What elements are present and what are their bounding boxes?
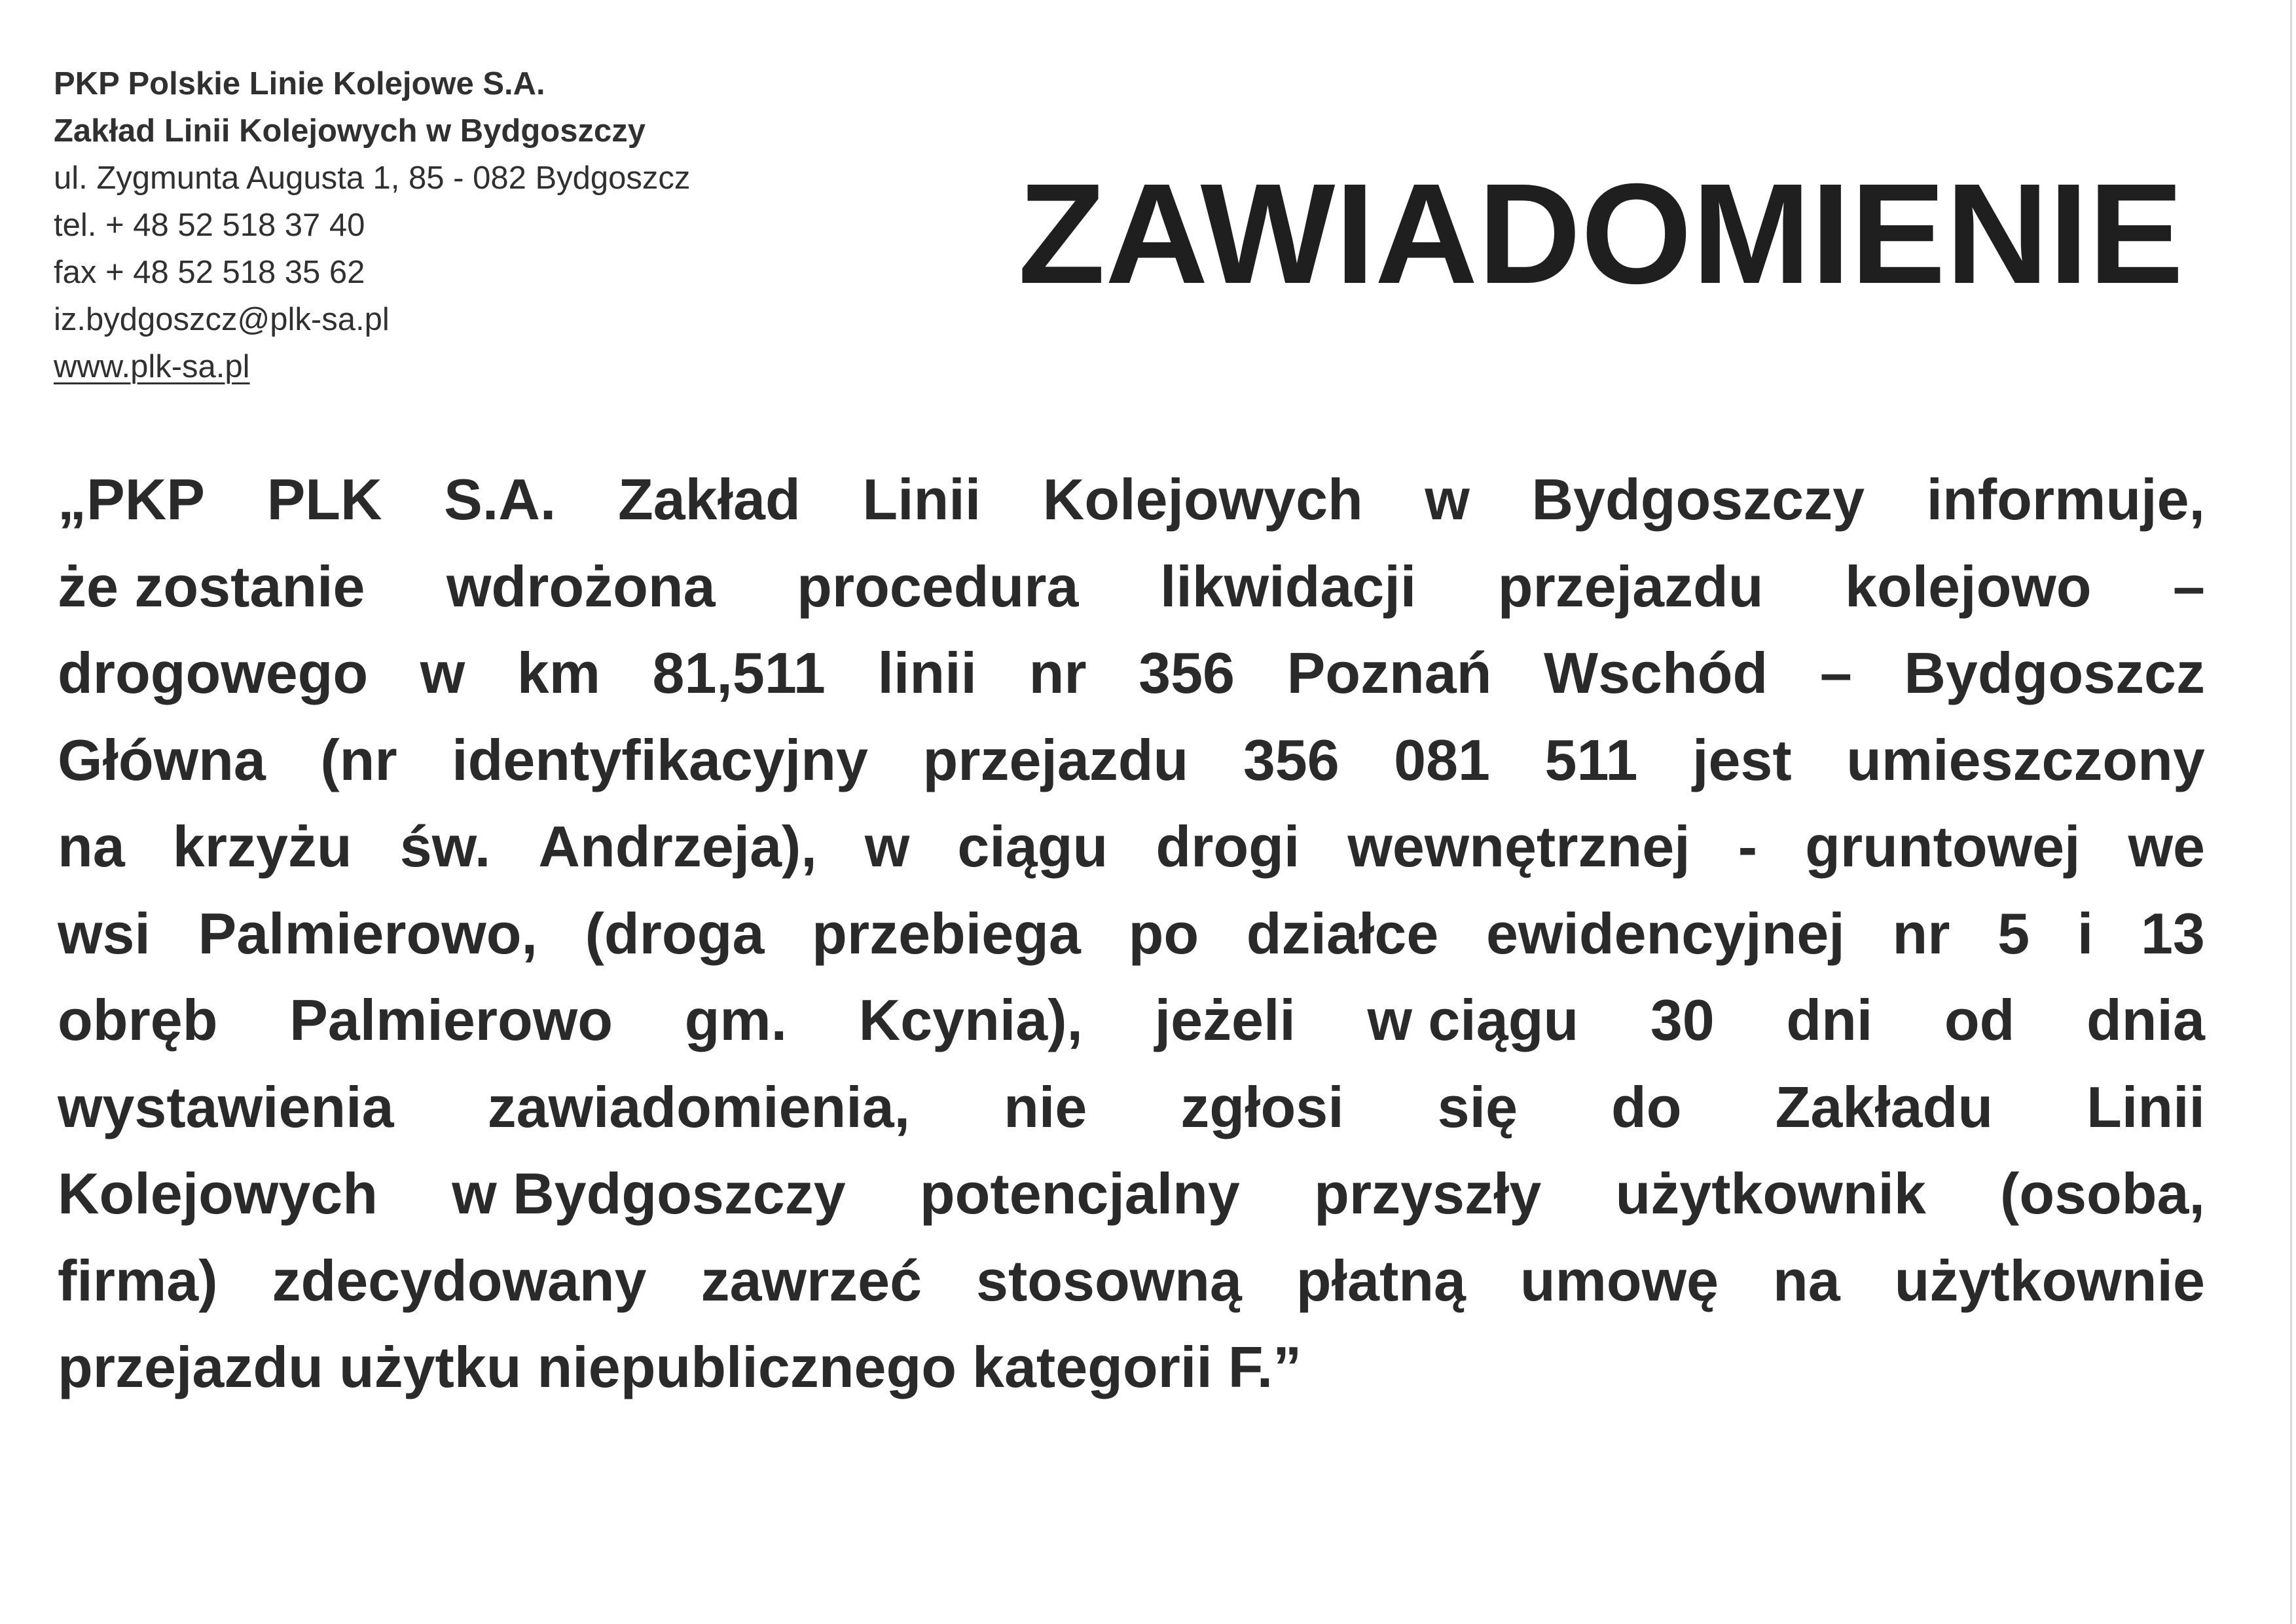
body-line	[58, 1064, 2205, 1151]
body-word: drogowego	[58, 640, 369, 705]
body-word: od	[1944, 987, 2015, 1052]
body-word: Zakładu	[1775, 1074, 1994, 1139]
body-line	[58, 1324, 2205, 1411]
body-word: dnia	[2086, 987, 2205, 1052]
body-word: Palmierowo,	[198, 900, 538, 966]
body-word: (droga	[585, 900, 765, 966]
sender-phone: tel. + 48 52 518 37 40	[54, 208, 365, 243]
body-word: jeżeli	[1154, 987, 1296, 1052]
body-word: km	[517, 640, 600, 705]
body-word: 30	[1650, 987, 1715, 1052]
body-word: św.	[399, 814, 491, 879]
body-word: się	[1437, 1074, 1518, 1139]
body-line	[58, 630, 2205, 717]
body-word: w	[864, 814, 910, 879]
body-word: ewidencyjnej	[1485, 900, 1845, 966]
body-line	[58, 717, 2205, 804]
body-word: Kolejowych	[1042, 467, 1363, 532]
body-word: potencjalny	[919, 1161, 1240, 1226]
body-word: we	[2128, 814, 2205, 879]
body-word: że zostanie	[58, 553, 365, 619]
body-word: „PKP	[58, 467, 205, 532]
sender-fax: fax + 48 52 518 35 62	[54, 255, 365, 290]
body-word: umowę	[1520, 1247, 1719, 1313]
body-word: firma)	[58, 1247, 218, 1313]
body-line	[58, 977, 2205, 1064]
body-word: 13	[2140, 900, 2205, 966]
body-word: drogi	[1156, 814, 1300, 879]
body-word: Główna	[58, 727, 266, 792]
body-word: Linii	[862, 467, 981, 532]
body-word: po	[1128, 900, 1199, 966]
body-word: użytkownie	[1894, 1247, 2205, 1313]
notice-title: ZAWIADOMIENIE	[1018, 155, 2184, 314]
body-word: 356	[1139, 640, 1235, 705]
body-word: wewnętrznej	[1347, 814, 1690, 879]
body-word: przyszły	[1314, 1161, 1542, 1226]
body-word: przejazdu	[922, 727, 1189, 792]
body-word: Andrzeja),	[538, 814, 817, 879]
body-word: (nr	[320, 727, 397, 792]
body-word: -	[1738, 814, 1757, 879]
body-word: zawiadomienia,	[487, 1074, 911, 1139]
body-line	[58, 891, 2205, 978]
body-word: nr	[1892, 900, 1950, 966]
body-word: kategorii	[972, 1335, 1212, 1399]
body-word: F.”	[1228, 1335, 1302, 1399]
body-line	[58, 456, 2205, 544]
body-word: gm.	[684, 987, 788, 1052]
body-word: w Bydgoszczy	[452, 1161, 846, 1226]
body-line	[58, 544, 2205, 631]
body-word: Wschód	[1544, 640, 1768, 705]
body-word: na	[58, 814, 125, 879]
body-word: 81,511	[652, 640, 826, 705]
sender-email: iz.bydgoszcz@plk-sa.pl	[54, 302, 390, 337]
body-word: Linii	[2086, 1074, 2205, 1139]
body-word: użytku	[338, 1335, 522, 1399]
body-word: Palmierowo	[289, 987, 613, 1052]
body-word: Poznań	[1286, 640, 1492, 705]
body-word: krzyżu	[172, 814, 352, 879]
body-word: ciągu	[957, 814, 1108, 879]
body-word: niepublicznego	[537, 1335, 957, 1399]
body-word: wdrożona	[446, 553, 716, 619]
body-word: i	[2077, 900, 2094, 966]
body-word: (osoba,	[2000, 1161, 2205, 1226]
body-word: obręb	[58, 987, 218, 1052]
body-word: wystawienia	[58, 1074, 394, 1139]
body-line	[58, 1151, 2205, 1238]
body-word: Kcynia),	[858, 987, 1084, 1052]
body-word: na	[1772, 1247, 1840, 1313]
body-word: Bydgoszcz	[1904, 640, 2205, 705]
sender-header	[54, 60, 905, 390]
body-word: wsi	[58, 900, 151, 966]
body-word: kolejowo	[1845, 553, 2092, 619]
body-word: w	[1425, 467, 1470, 532]
body-word: zawrzeć	[701, 1247, 922, 1313]
body-word: 511	[1544, 727, 1638, 792]
sender-company: PKP Polskie Linie Kolejowe S.A.	[54, 66, 545, 101]
body-word: –	[2173, 553, 2205, 619]
body-word: zdecydowany	[272, 1247, 647, 1313]
body-word: gruntowej	[1805, 814, 2081, 879]
body-word: umieszczony	[1846, 727, 2205, 792]
body-word: Kolejowych	[58, 1161, 378, 1226]
body-word: płatną	[1296, 1247, 1466, 1313]
body-word: do	[1611, 1074, 1682, 1139]
body-word: identyfikacyjny	[452, 727, 868, 792]
body-word: przejazdu	[1497, 553, 1764, 619]
scan-edge	[2290, 0, 2292, 1624]
body-word: likwidacji	[1159, 553, 1417, 619]
sender-division: Zakład Linii Kolejowych w Bydgoszczy	[54, 113, 646, 149]
body-word: działce	[1246, 900, 1439, 966]
sender-address: ul. Zygmunta Augusta 1, 85 - 082 Bydgoszcz	[54, 160, 691, 196]
body-word: w ciągu	[1367, 987, 1579, 1052]
body-line	[58, 803, 2205, 891]
body-word: procedura	[797, 553, 1079, 619]
body-word: Bydgoszczy	[1531, 467, 1865, 532]
body-word: 081	[1394, 727, 1490, 792]
body-word: –	[1819, 640, 1852, 705]
body-word: Zakład	[617, 467, 801, 532]
body-word: w	[420, 640, 465, 705]
body-word: dni	[1786, 987, 1873, 1052]
body-word: zgłosi	[1180, 1074, 1344, 1139]
notice-body	[58, 456, 2205, 1411]
body-word: 5	[1997, 900, 2030, 966]
body-word: użytkownik	[1615, 1161, 1926, 1226]
body-word: stosowną	[976, 1247, 1242, 1313]
body-word: nr	[1029, 640, 1087, 705]
body-word: informuje,	[1926, 467, 2205, 532]
body-line	[58, 1238, 2205, 1325]
body-word: nie	[1004, 1074, 1087, 1139]
body-word: linii	[877, 640, 977, 705]
body-word: przejazdu	[58, 1335, 323, 1399]
body-word: S.A.	[444, 467, 556, 532]
body-word: PLK	[266, 467, 382, 532]
body-word: przebiega	[812, 900, 1081, 966]
body-word: 356	[1243, 727, 1339, 792]
sender-website-link[interactable]: www.plk-sa.pl	[54, 349, 250, 384]
body-word: jest	[1692, 727, 1792, 792]
